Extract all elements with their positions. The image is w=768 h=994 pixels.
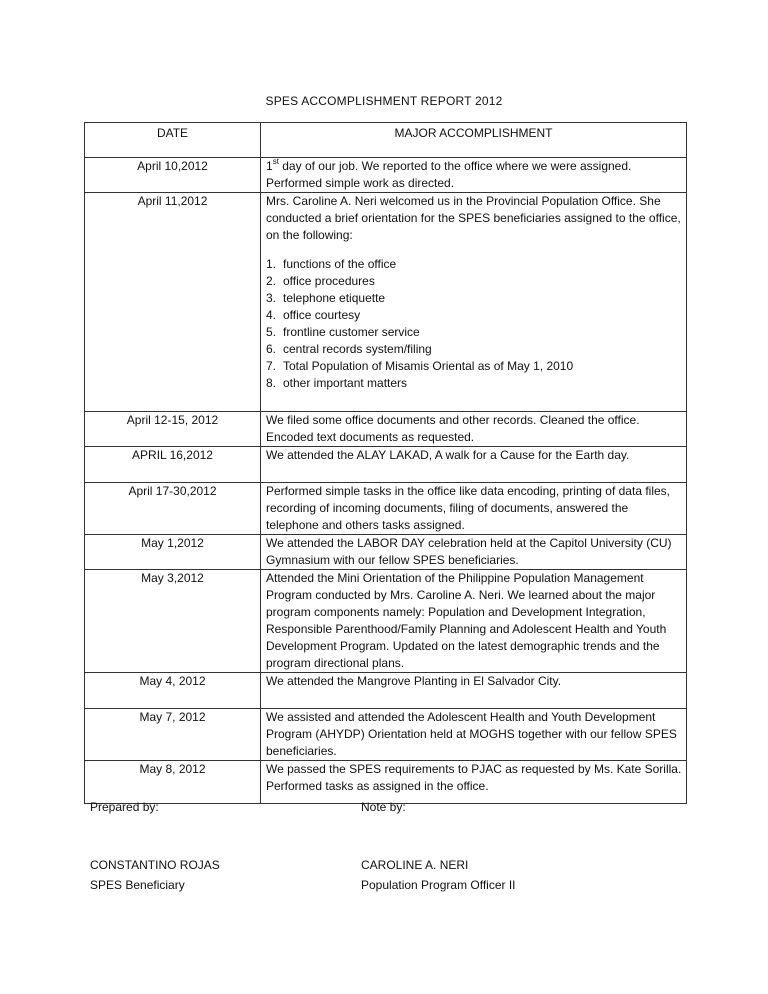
row-accomplishment: Attended the Mini Orientation of the Philippine Population Management Program conducted by Mrs. Caroline A. Neri. We learned about the major program components namely: Population and Development Integration, Responsible Parenthood/Family Planning and Adolescent Health and Youth Development Program. Updated on the latest demographic trends and the program directional plans. <box>261 570 687 673</box>
date-column-header: DATE <box>85 123 261 158</box>
row-date: May 4, 2012 <box>85 673 261 709</box>
report-title: SPES ACCOMPLISHMENT REPORT 2012 <box>265 94 503 108</box>
row-accomplishment <box>261 158 687 193</box>
list-item: 2. office procedures <box>266 274 375 288</box>
orientation-topics-list <box>266 256 682 392</box>
row-accomplishment: We passed the SPES requirements to PJAC as requested by Ms. Kate Sorilla. Performed tasks as assigned in the office. <box>261 761 687 804</box>
table-row <box>85 412 687 447</box>
ordinal-suffix: st <box>272 157 279 166</box>
list-item: 6. central records system/filing <box>266 342 432 356</box>
row-accomplishment: We attended the ALAY LAKAD, A walk for a Cause for the Earth day. <box>261 447 687 483</box>
row-date: May 1,2012 <box>85 535 261 570</box>
row-date: May 8, 2012 <box>85 761 261 804</box>
row-accomplishment: We assisted and attended the Adolescent Health and Youth Development Program (AHYDP) Orientation held at MOGHS together with our fellow SPES beneficiaries. <box>261 709 687 761</box>
table-row <box>85 447 687 483</box>
prepared-by-role: SPES Beneficiary <box>90 878 185 892</box>
accomplishment-table <box>84 122 687 804</box>
prepared-by-name: CONSTANTINO ROJAS <box>90 858 220 872</box>
list-item: 4. office courtesy <box>266 308 361 322</box>
row-date: April 12-15, 2012 <box>85 412 261 447</box>
table-row <box>85 673 687 709</box>
row-date: May 3,2012 <box>85 570 261 673</box>
accomplishment-column-header: MAJOR ACCOMPLISHMENT <box>261 123 687 158</box>
row-date: April 11,2012 <box>85 193 261 412</box>
row-accomplishment: We attended the LABOR DAY celebration held at the Capitol University (CU) Gymnasium with our fellow SPES beneficiaries. <box>261 535 687 570</box>
table-row <box>85 570 687 673</box>
noted-by-role: Population Program Officer II <box>361 878 516 892</box>
prepared-by-label: Prepared by: <box>90 800 159 814</box>
row-date: APRIL 16,2012 <box>85 447 261 483</box>
list-item: 1. functions of the office <box>266 257 397 271</box>
row-date: May 7, 2012 <box>85 709 261 761</box>
row-date: April 17-30,2012 <box>85 483 261 535</box>
table-row <box>85 761 687 804</box>
row-accomplishment: We filed some office documents and other records. Cleaned the office. Encoded text documents as requested. <box>261 412 687 447</box>
table-header-row <box>85 123 687 158</box>
list-item: 8. other important matters <box>266 376 408 390</box>
list-item: 3. telephone etiquette <box>266 291 386 305</box>
table-row <box>85 535 687 570</box>
row-accomplishment-text: Mrs. Caroline A. Neri welcomed us in the Provincial Population Office. She conducted a brief orientation for the SPES beneficiaries assigned to the office, on the following: <box>266 194 681 242</box>
table-row <box>85 193 687 412</box>
row-accomplishment-text: day of our job. We reported to the office where we were assigned. Performed simple work as directed. <box>266 159 632 190</box>
row-accomplishment <box>261 193 687 412</box>
table-row <box>85 158 687 193</box>
noted-by-name: CAROLINE A. NERI <box>361 858 469 872</box>
list-item: 7. Total Population of Misamis Oriental as of May 1, 2010 <box>266 359 574 373</box>
row-accomplishment: Performed simple tasks in the office like data encoding, printing of data files, recording of incoming documents, filing of documents, answered the telephone and others tasks assigned. <box>261 483 687 535</box>
list-item: 5. frontline customer service <box>266 325 420 339</box>
ordinal-number: 1 <box>266 159 273 173</box>
row-date: April 10,2012 <box>85 158 261 193</box>
noted-by-label: Note by: <box>361 800 406 814</box>
table-row <box>85 709 687 761</box>
row-accomplishment: We attended the Mangrove Planting in El Salvador City. <box>261 673 687 709</box>
table-row <box>85 483 687 535</box>
